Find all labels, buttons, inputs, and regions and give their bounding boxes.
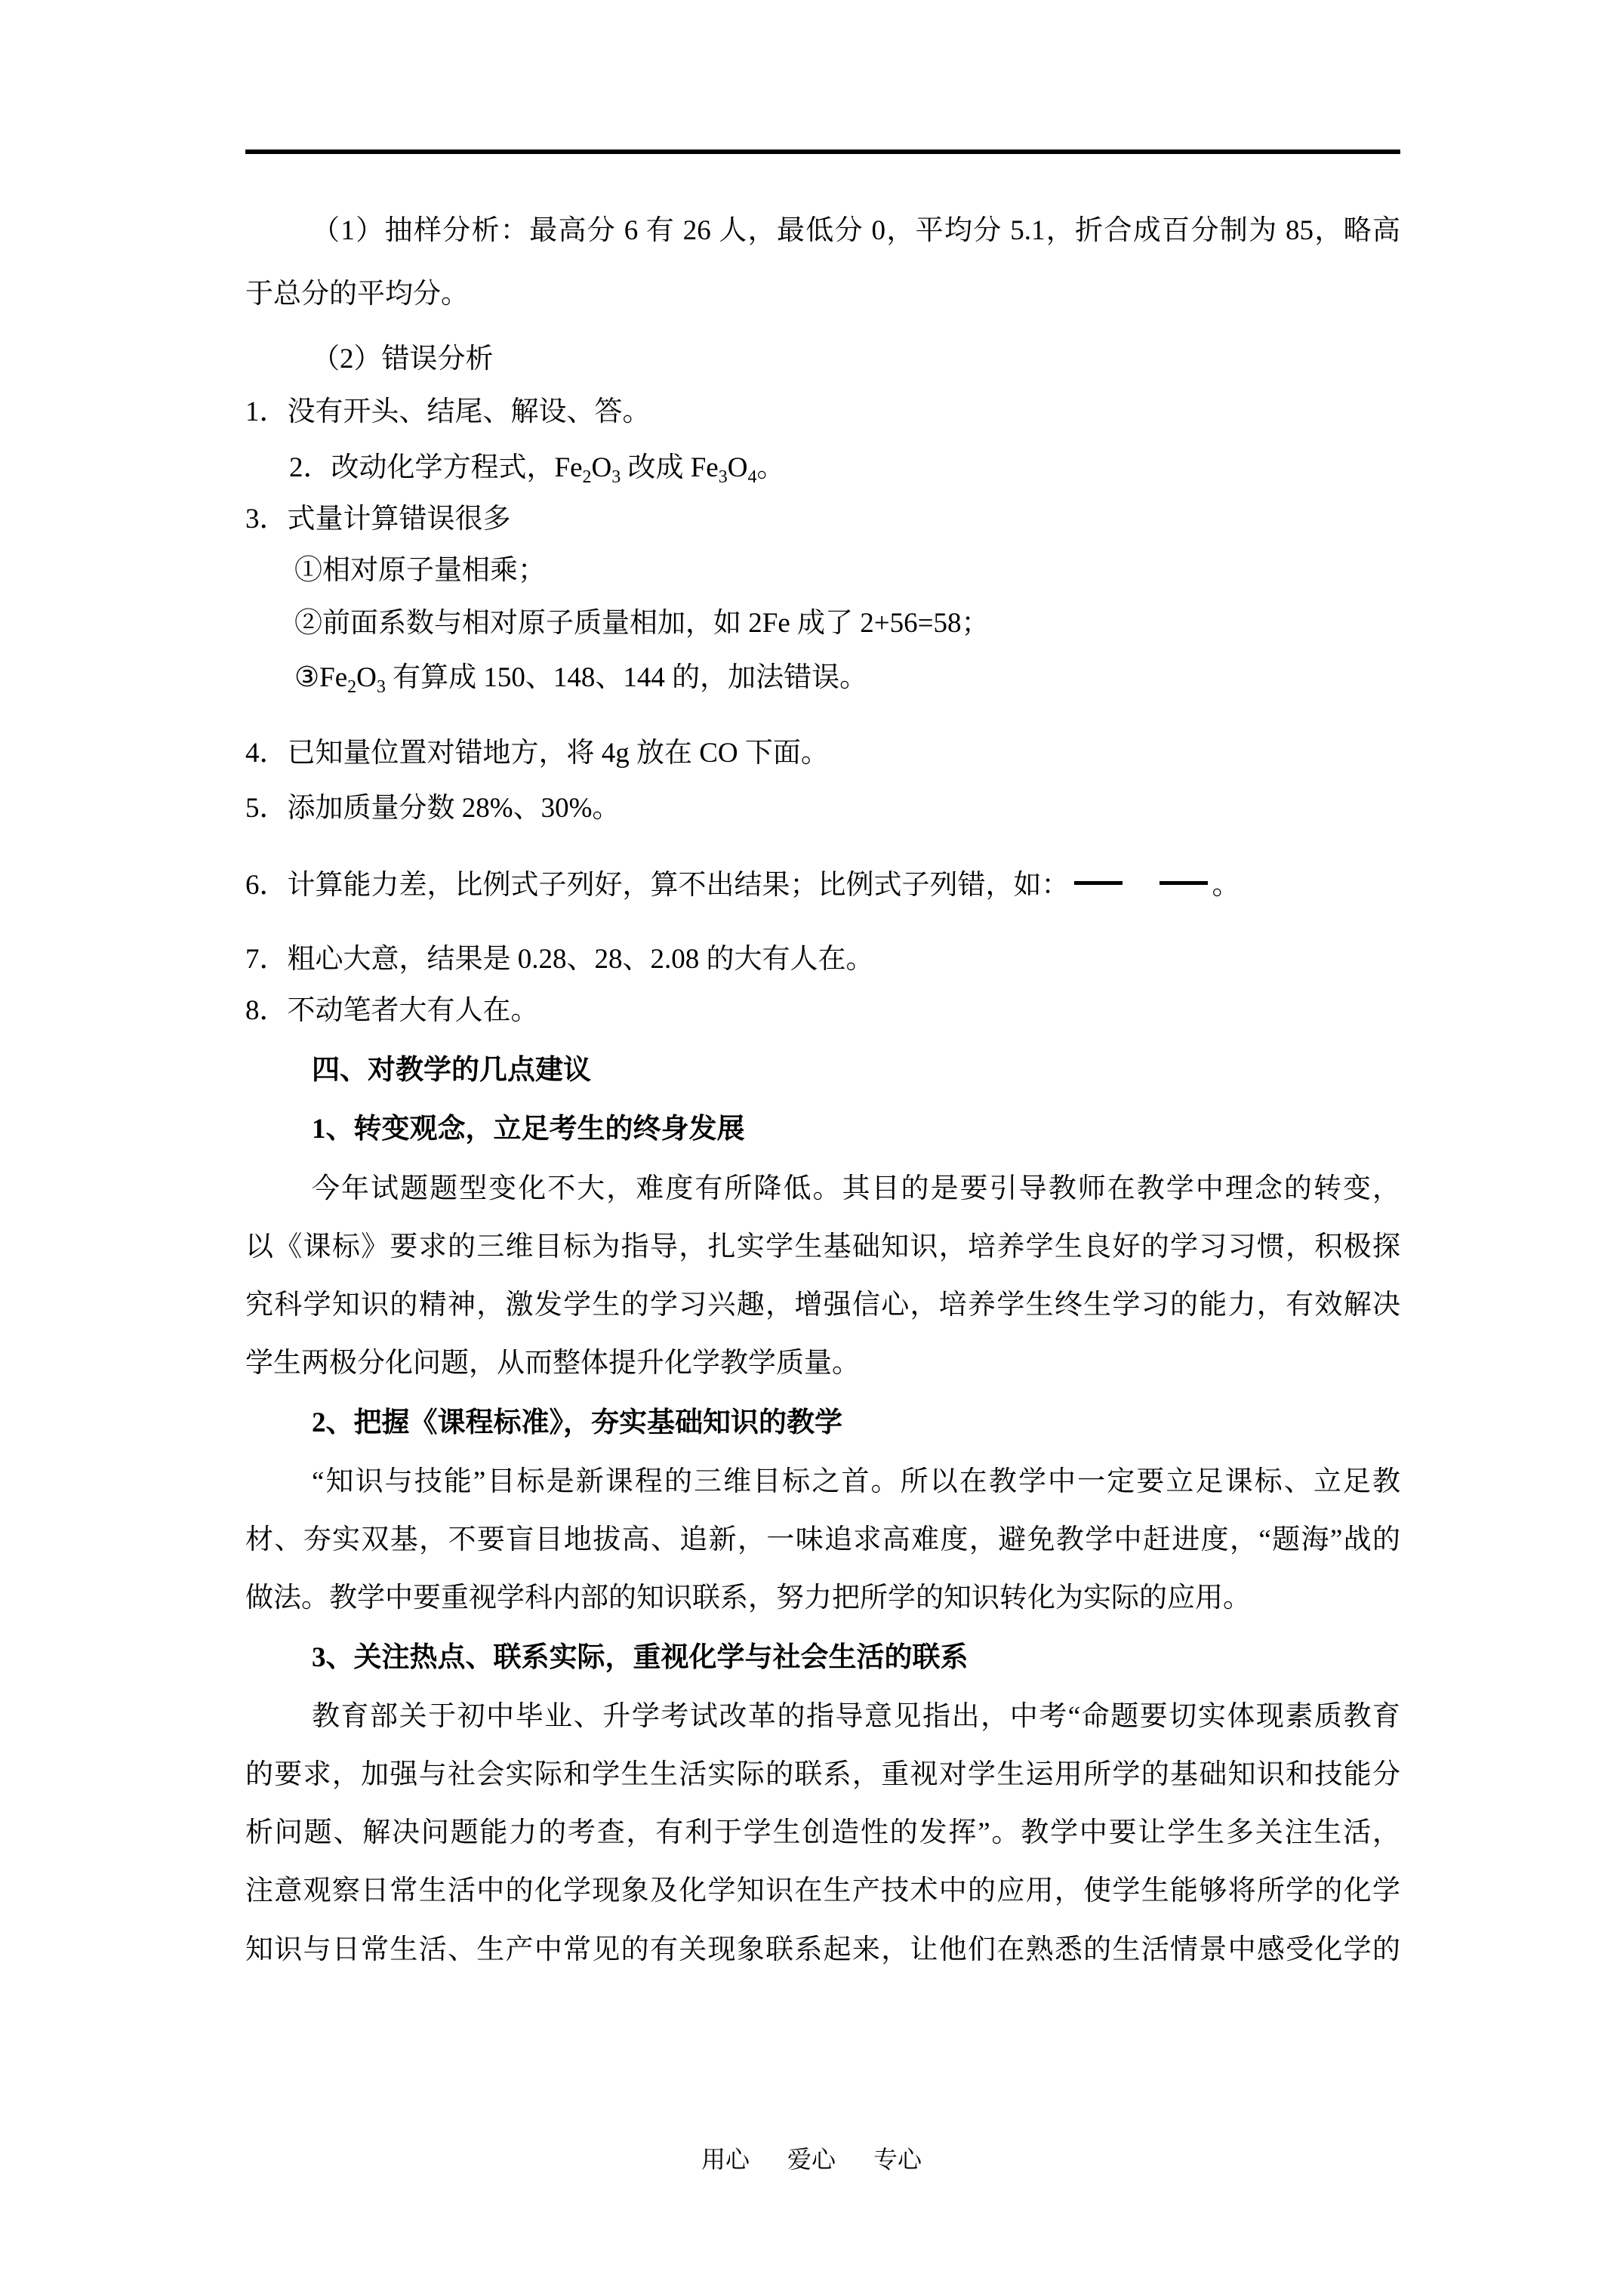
text-line-5 [245, 451, 1400, 485]
page-footer [0, 2144, 1623, 2174]
footer-item-3: 专心 [873, 2146, 922, 2173]
text-run: 4．已知量位置对错地方，将 4g 放在 CO 下面。 [245, 738, 829, 769]
text-run: 8．不动笔者大有人在。 [245, 995, 539, 1026]
text-line-17 [245, 1172, 1400, 1207]
subscript-text: 2 [582, 467, 592, 487]
text-line-12 [245, 868, 1400, 903]
text-run: （1）抽样分析：最高分 6 有 26 人，最低分 0，平均分 5.1，折合成百分制为 85，略高 [312, 215, 1400, 246]
text-line-28 [245, 1816, 1400, 1851]
text-run: 有算成 150、148、144 的，加法错误。 [385, 662, 868, 693]
text-line-9 [245, 661, 1400, 695]
text-run: 做法。教学中要重视学科内部的知识联系，努力把所学的知识转化为实际的应用。 [245, 1583, 1251, 1613]
text-line-8 [245, 606, 1400, 641]
subscript-text: 3 [611, 467, 621, 487]
document-body [245, 0, 1400, 2296]
text-line-16 [245, 1112, 1400, 1147]
subscript-text: 3 [718, 467, 728, 487]
text-run: 3．式量计算错误很多 [245, 504, 511, 535]
text-run: ③Fe [294, 662, 348, 693]
text-run: 7．粗心大意，结果是 0.28、28、2.08 的大有人在。 [245, 944, 874, 975]
text-run: 的要求，加强与社会实际和学生生活实际的联系，重视对学生运用所学的基础知识和技能分 [245, 1759, 1400, 1790]
text-line-6 [245, 502, 1400, 537]
text-run: （2）错误分析 [312, 344, 494, 374]
text-run: 今年试题题型变化不大，难度有所降低。其目的是要引导教师在教学中理念的转变， [312, 1173, 1400, 1204]
text-line-29 [245, 1874, 1400, 1909]
text-line-3 [245, 342, 1400, 377]
text-run: 于总分的平均分。 [245, 279, 469, 310]
text-line-30 [245, 1933, 1400, 1968]
text-run: 析问题、解决问题能力的考查，有利于学生创造性的发挥”。教学中要让学生多关注生活， [245, 1817, 1400, 1848]
text-line-18 [245, 1230, 1400, 1265]
text-line-21 [245, 1406, 1400, 1441]
text-run: 1．没有开头、结尾、解设、答。 [245, 396, 651, 427]
text-run: 材、夯实双基，不要盲目地拔高、追新，一味追求高难度，避免教学中赶进度，“题海”战的 [245, 1524, 1400, 1555]
text-run: 注意观察日常生活中的化学现象及化学知识在生产技术中的应用，使学生能够将所学的化学 [245, 1875, 1400, 1906]
subscript-text: 3 [376, 677, 386, 697]
footer-item-2: 爱心 [787, 2146, 836, 2173]
text-line-4 [245, 395, 1400, 430]
subscript-text: 4 [747, 467, 757, 487]
text-line-14 [245, 994, 1400, 1028]
text-line-24 [245, 1581, 1400, 1616]
text-run: 知识与日常生活、生产中常见的有关现象联系起来，让他们在熟悉的生活情景中感受化学的 [245, 1934, 1400, 1965]
text-line-25 [245, 1641, 1400, 1675]
text-run: 5．添加质量分数 28%、30%。 [245, 793, 621, 824]
text-run: 教育部关于初中毕业、升学考试改革的指导意见指出，中考“命题要切实体现素质教育 [312, 1701, 1400, 1732]
text-run: O [591, 452, 612, 483]
text-run: 2．改动化学方程式，Fe [289, 452, 583, 483]
text-run: 3、关注热点、联系实际，重视化学与社会生活的联系 [312, 1642, 969, 1673]
text-line-13 [245, 942, 1400, 977]
text-line-1 [245, 214, 1400, 248]
text-line-11 [245, 791, 1400, 826]
text-line-23 [245, 1523, 1400, 1558]
text-run: 2、把握《课程标准》，夯实基础知识的教学 [312, 1407, 842, 1438]
text-line-7 [245, 553, 1400, 588]
text-line-10 [245, 736, 1400, 771]
text-line-27 [245, 1758, 1400, 1792]
text-run: 1、转变观念，立足考生的终身发展 [312, 1114, 745, 1145]
text-run: O [727, 452, 748, 483]
text-line-19 [245, 1288, 1400, 1323]
footer-item-1: 用心 [701, 2146, 750, 2173]
text-run: 学生两极分化问题，从而整体提升化学教学质量。 [245, 1348, 860, 1379]
subscript-text: 2 [347, 677, 357, 697]
fraction-bar [1160, 881, 1208, 885]
text-line-15 [245, 1053, 1400, 1088]
text-line-20 [245, 1346, 1400, 1381]
text-run: 改成 Fe [621, 452, 719, 483]
text-run: “知识与技能”目标是新课程的三维目标之首。所以在教学中一定要立足课标、立足教 [312, 1466, 1400, 1497]
fraction-bar [1074, 881, 1123, 885]
text-run [1127, 870, 1155, 901]
text-run: O [356, 662, 377, 693]
text-run: 6．计算能力差，比例式子列好，算不出结果；比例式子列错，如： [245, 870, 1070, 901]
text-line-2 [245, 277, 1400, 312]
text-run: 四、对教学的几点建议 [312, 1055, 591, 1086]
text-run: 。 [1212, 870, 1240, 901]
text-run: 以《课标》要求的三维目标为指导，扎实学生基础知识，培养学生良好的学习习惯，积极探 [245, 1231, 1400, 1262]
text-run: 究科学知识的精神，激发学生的学习兴趣，增强信心，培养学生终生学习的能力，有效解决 [245, 1290, 1400, 1321]
text-run: ②前面系数与相对原子质量相加，如 2Fe 成了 2+56=58； [294, 608, 990, 639]
text-run: 。 [756, 452, 785, 483]
text-line-26 [245, 1700, 1400, 1734]
text-run: ①相对原子量相乘； [294, 555, 546, 586]
text-line-22 [245, 1465, 1400, 1499]
